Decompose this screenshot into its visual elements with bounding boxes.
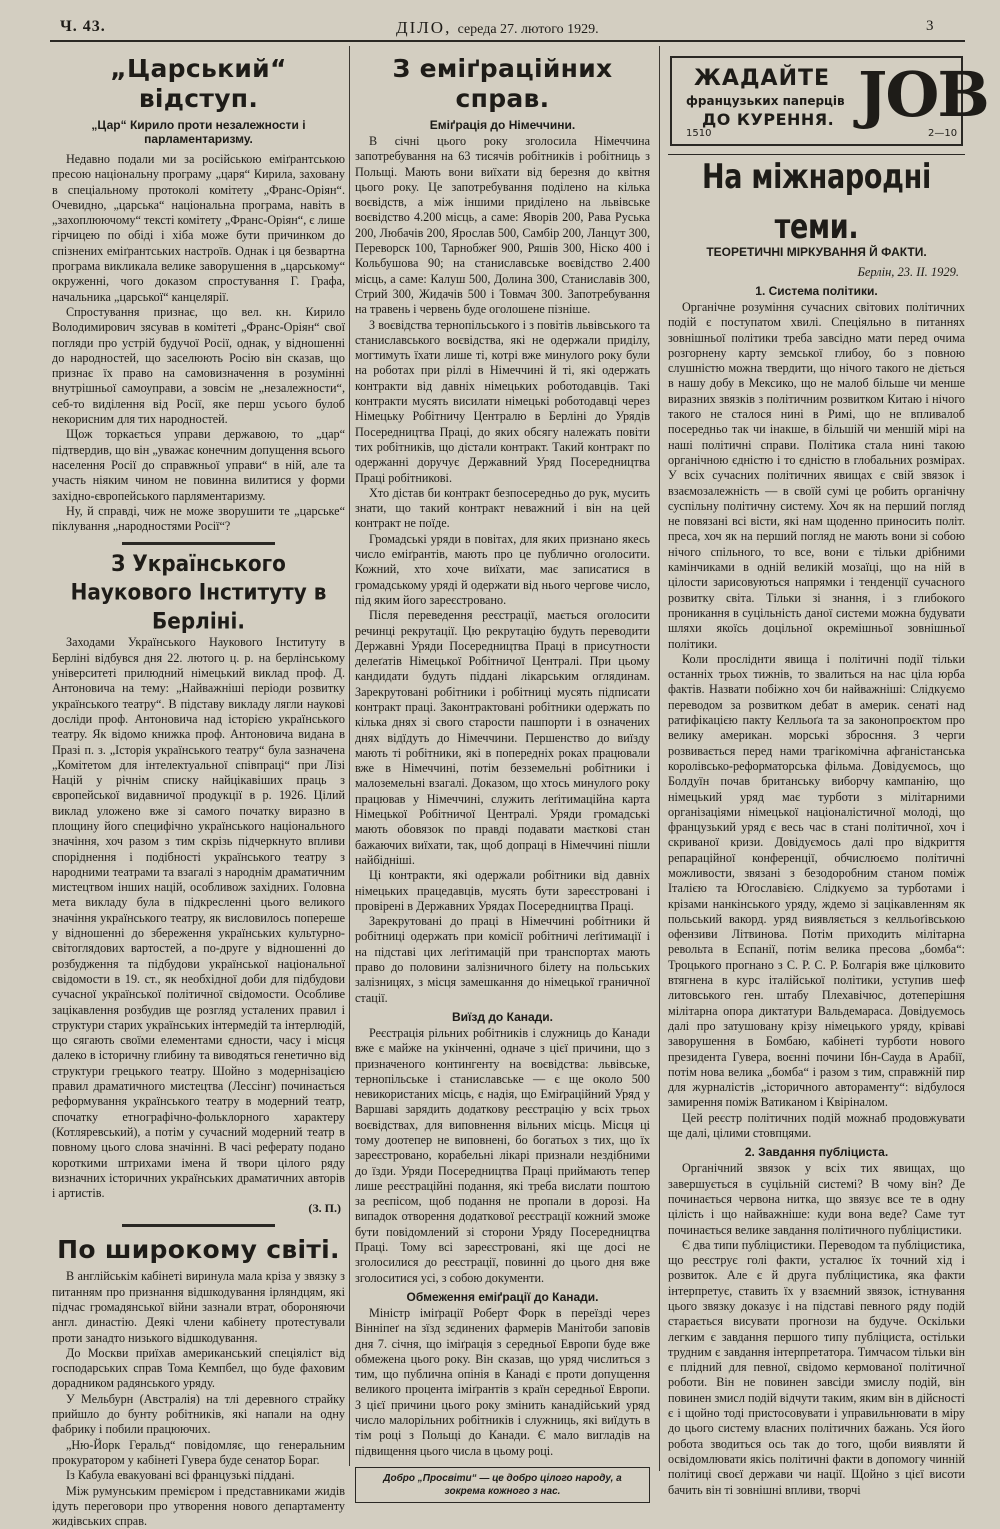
paragraph: В січні цього року зголосила Німеччина запотребування на 63 тисячів робітників і робітниць з Польщі. Мають вони виїхати від березня до квітня цього року. Це запотребування поділено на кілька воєвідств, а між іншими приділено на львівське воєвідство 4.200 місць, а саме: Яворів 200, Рава Руська 200, Любачів 200, Ярослав 500, Самбір 200, Ланцут 300, Переворск 100, Тарнобжеґ 900, Ряшів 300, Ніско 400 і Кольбушова 90; на станиславське воєвідство 2.400 місць, а саме: Калуш 500, Долина 300, Станиславів 300, Стрий 300, Жидачів 500 і Товмач 300. Запотребування на травень і червень буде оголошене пізніше. — [355, 134, 650, 317]
paragraph: Між румунським премієром і представниками жидів ідуть переговори про утворення нового департаменту жидівських справ. — [52, 1483, 345, 1529]
paragraph: В англійськім кабінеті виринула мала кріза у звязку з питанням про признання відшкодування ірляндцям, які підчас громадянської війни зазнали втрат, обороняючи англ. династію. Деякі члени кабінету протестували проти занадто низького відшкодування. — [52, 1269, 345, 1345]
column-2 — [355, 50, 650, 1497]
paragraph: Недавно подали ми за російською еміґрантською пресою національну програму „царя“ Кирила, заховану в спеціальному протоколі комітету „Франс-Оріян“. Очевидно, „царська“ національна програма, навіть в „захоплюючому“ тексті комітету „Франс-Оріян“, є лише гірчицею по обіді і хіба може бути причинком до спізнених еміґрантських настроїв. Однак і ця безвартна програма викликала велике заворушення в „царському“ окруженні, чого доказом спростування Г. Графа, начальника „царської“ канцелярії. — [52, 152, 345, 304]
paragraph: З воєвідства тернопільського і з повітів львівського та станиславського воєвідства, які не одержали приділу, могтимуть їхати лише ті, котрі вже минулого року були на роботах при ріллі в Німеччині й ті, які одержать контракти від давніх німецьких роботодавців. Такі контракти мусять висилати німецькі роботодавці через Німецьку Робітничу Централю в Берліні до Урядів Посередництва Праці, до яких обсягу належать повіти тих робітників, що дістали контракт. Такий контракт по одержанні доручує Державний Уряд Посередництва Праці робітникові. — [355, 317, 650, 485]
newspaper-title-line — [396, 18, 599, 38]
article-title-international-topics: На міжнародні теми. — [702, 158, 931, 247]
article-title-tsarist-retreat: „Царський“ відступ. — [110, 54, 287, 113]
masthead-rule — [50, 40, 965, 42]
column-1 — [52, 50, 345, 1529]
paragraph: Хто дістав би контракт безпосередньо до рук, мусить знати, що такий контракт неважний і він на цей контракт не поїде. — [355, 485, 650, 531]
prosvita-notice: Добро „Просвіти“ — це добро цілого народу, а зокрема кожного з нас. — [355, 1467, 650, 1503]
paragraph: Ну, й справді, чиж не може зворушити те „царське“ піклування „народностями Росії“? — [52, 503, 345, 534]
issue-date: середа 27. лютого 1929. — [457, 22, 599, 37]
paragraph: Ці контракти, які одержали робітники від давніх німецьких працедавців, мусять бути зареєстровані і провірені в Державних Урядах Посередництва Праці. — [355, 868, 650, 913]
paragraph: Спростування признає, що вел. кн. Кирило Володимирович зясував в комітеті „Франс-Оріян“ свої погляди про устрій будучої Росії, однак, у відношенні до народностей, що заселюють Росію він сказав, що признає їх право на самовизначення в розумінні внутрішньої самоуправи, а зовсім не „незалежности“, себ-то виділення від Росії, яке перш усього булоб некорисним для тих народностей. — [52, 304, 345, 427]
article-dateline: Берлін, 23. II. 1929. — [857, 265, 959, 279]
paragraph: „Ню-Йорк Геральд“ повідомляє, що генеральним прокуратором у кабінеті Гувера буде сенатор Бораг. — [52, 1437, 345, 1467]
article-separator — [122, 1224, 275, 1227]
article-subtitle-emigration: Еміґрація до Німеччини. — [429, 118, 576, 132]
column-divider-2 — [659, 46, 660, 1471]
paragraph: Коли просліднти явища і політичні події тільки останніх трьох тижнів, то звалиться на нас ціла юрба фактів. Назвати побіжно хоч би найважніші: Слідкуємо переводом за розвитком дебат в америк. сенаті над ратифікацією пакту Келльоґа та за законопроєктом про велику американ. морські збросння. З черги розвивається перед нами трагікомічна афганістанська королівсько-реформаторська фільма. Довідуємось, що Болдуїн почав британську виборчу кампанію, що німецький уряд має турботи з мілітарними організаціями німецької націоналістичної молоді, що французький уряд є весь час в стані політичної, хоч і скриваної кризи. Довідуємось далі про відкриття репараційної конференції, обчислюємо політичні можливости, звязані з безодоробним станом поміж Італією та Югославією. Слідкуємо за турботами і крізами нанкінського уряду, ждемо зі зацікавленням як польський вакорд. уряд виявляється з келльоґівською офензиви Літвинова. Потім приходить мілітарна револьта в Еспанії, потім велика пресова „бомба“: Троцького прогнано з С. Р. С. Р. Болгарія вже цілковито втягнена в курс італійської політики, уступив шеф литовського ген. штабу Плехавічюс, дотеперішня мілітарна опора диктатури Вальдемараса. Довідуємось далі про затушовану крізу німецького уряду, кріваві заворушення в Бомбаю, кабінеті турботи нового президента Гувера, воєнні почини Ібн-Сауда в Арабії, потім нова велика „бомба“ і разом з тим, справжній пир для журналістів „історичного автораменту“: відбулося замирення поміж Ватиканом і Квіріналом. — [668, 651, 965, 1110]
section-title-publicist-task: 2. Завдання публіциста. — [744, 1145, 889, 1160]
issue-number: Ч. 43. — [60, 18, 106, 35]
ad-headline: ЖАДАЙТЕ — [694, 66, 831, 91]
article-subtitle-international-topics: ТЕОРЕТИЧНІ МІРКУВАННЯ Й ФАКТИ. — [706, 245, 927, 259]
column-divider-1 — [349, 46, 350, 1466]
article-separator — [122, 542, 275, 545]
paragraph: У Мельбурн (Австралія) на тлі деревного страйку прийшло до бунту робітників, які напали на одну фабрику і побили працюючих. — [52, 1391, 345, 1437]
ad-line-3: ДО КУРЕННЯ. — [702, 110, 835, 129]
column-3 — [668, 50, 988, 1497]
section-title-canada-departure: Виїзд до Канади. — [451, 1009, 553, 1024]
job-logo: JOB — [858, 58, 988, 131]
paragraph: Зарекрутовані до праці в Німеччині робітники й робітниці одержать при комісії робітничі леґітимації і на підставі цих леґітимацій при транспортах мають право до половини залізничного білету на польських залізницях, з місця замешкання до німецької граничної стації. — [355, 914, 650, 1005]
section-title-policy-system: 1. Система політики. — [755, 284, 878, 298]
ad-line-2: французьких паперців — [686, 94, 845, 108]
paragraph: Громадські уряди в повітах, для яких признано якесь число еміґрантів, мають про це публично оголосити. Кожний, хто хоче виїхати, має записатися в громадському уряді й одержати від нього чергове число, під яким його зареєстровано. — [355, 531, 650, 607]
ad-code-right: 2—10 — [928, 128, 958, 139]
article-title-scientific-institute: З Українського Наукового Інституту в Берліні. — [70, 550, 327, 635]
paragraph: Після переведення реєстрації, мається оголосити речинці рекрутації. Цю рекрутацію будуть переводити Державні Уряди Посередництва Праці в присутности делеґатів Німецької Робітничої Централі. При цьому кандидати будуть піддані лікарським оглядинам. Зарекрутовані робітники і робітниці мусять підписати контракт праці. Законтрактовані робітники одержать по кілька днях зі свого старости пашпорти і в означених днях відїдуть до Німеччини. Першенство до виїзду мають ті робітники, які в попередніх роках працювали вже в Німеччині, потім безземельні робітники і малоземельні взагалі. Доказом, що хтось минулого року працював у Німеччині, служить леґітимаційна карта Німецької Робітничої Централі. Уряди громадські мають обовязок по правді подавати маєткові стан бажаючих виїхати, так, щоб допраці в Німеччині пішли найбідніші. — [355, 608, 650, 867]
paragraph: Цей реєстр політичних подій можнаб продовжувати ще далі, цілими стовпцями. — [668, 1110, 965, 1141]
paragraph: Щож торкається управи державою, то „цар“ підтвердив, що він „уважає конечним допущення всього населення Росії до справжньої управи“ в ній, але та участь ніяким чином не повинна вилитися у форми західно-європейського парляментаризму. — [52, 427, 345, 503]
paragraph: Є два типи публіцистики. Переводом та публіцистика, що реєструє голі факти, усталює їх точний хід і розвиток. Але є й друга публіцистика, яка факти інтерпретує, ставить їх у взаємний звязок, істнування цього звязку доказує і на підставі певного ряду подій старається висувати прогнози на будуче. Оскільки легким є завдання першого типу публіциста, остільки трудним є завдання інтерпретатора. Тимчасом тільки він є плідний для певної, свідомо кермованої політичної роботи. Він не повинен завсіди змислу подій, він повинен змисл подій відчути таким, яким він в дійсності є і щойно тоді пристосовувати і управильнювати в міру до цього систему власних політичних бажань. Уся його робота зводиться ось так до того, щоби виявляти й освідомлювати якісь політичні факти в допомогу чинній політиці своєї держави чи нації. Щойно з цієї висоти бачить він ті зовнішні впливи, творчі — [668, 1237, 965, 1497]
paragraph: Із Кабула евакуовані всі французькі піддані. — [66, 1468, 295, 1483]
paragraph: Міністр іміґрації Роберт Форк в переїзді через Вінніпеґ на зїзд зєдинених фармерів Манітоби заповів дня 7. січня, що іміґрація з середньої Европи буде вже обмежена цього року. Він сказав, що уряд числиться з тим, що публична опінія в Канаді є проти допущення великого процента іміґрантів з країн середньої Европи. З цієї причини цього року змінить канадійський уряд число малорільних робітників і служниць, які виїдуть в тім році з Польщі до Канади. Є мало вигладів на підвищення цього числа в цьому році. — [355, 1305, 650, 1458]
section-title-canada-restriction: Обмеження еміґрації до Канади. — [406, 1289, 599, 1304]
article-subtitle-tsarist-retreat: „Цар“ Кирило проти незалежности і парламентаризму. — [91, 118, 306, 146]
article-title-wide-world: По широкому світі. — [57, 1235, 340, 1265]
article-signature: (З. П.) — [308, 1201, 341, 1216]
masthead — [0, 18, 1000, 42]
newspaper-title: ДІЛО, — [396, 18, 452, 37]
paragraph: Заходами Українського Наукового Інституту в Берліні відбувся дня 22. лютого ц. р. на берлінському університеті прилюдний німецький виклад проф. Д. Антоновича на тему: „Найважніші періоди розвитку українського театру“. В підставу викладу лягли наукові досліди проф. Антоновича над історією українського театру. Як відомо книжка проф. Антоновича видана в Празі п. з. „Історія українського театру“ була зазначена „Комітетом для інтелектуальної співпраці“ при Лізі Націй у річнім списку найцікавіших праць з європейської видавничої продукції в р. 1926. Цілий виклад уложено вже зі самого початку виразно в площину його специфічно українського національного значіння, хоч разом з тим скрізь підчеркнуто впливи споріднення і подібності українського театру з народними театрами та взагалі з народнім драматичним мистецтвом інших націй, особливож західних. Головна мета викладу була в підкресленні цього великого значіння українського театру, як висловилось попереше у відношенні до збереження українських культурно-світоглядових вартостей, а по-друге у відношенні до розбудження та підбудови української національної свідомости в 19. ст., як необхідної доби для підбудови сучасної української політичної свідомости. Особливе зацікавлення розбудив ще розгляд усталених правил і структури старих українських інтермедій та інтерлюдій, що сягають своїми елементами єдности, часу і місця далеко в історичну глибину та виводяться генетично від структури грецького театру. Шойно з модернізацією правил драматичного мистецтва (Лессінг) починається реформування українського театру в модерний театр, спочатку етнографічно-фольклорного характеру (Котляревський), а потім у сучасний модерний театр в повному цього слова значінні. В часі реферату подано короткими штрихами імена й твори цілого ряду визначних історичних українських драматичних авторів і артистів. — [52, 635, 345, 1201]
article-title-emigration: З еміґраційних справ. — [392, 54, 613, 113]
ad-code-left: 1510 — [686, 128, 712, 139]
paragraph: Органічне розуміння сучасних світових політичних подій є поступатом хвилі. Спеціяльно в питаннях зовнішньої політики треба завсідно мати перед очима розгорнену карту земської глибоу, бо з повною слушністю можна твердити, що нічого такого не діється в нашу добу в Мексико, що не малоб більше чи менше виразних звязків з політичним розвитком Китаю і нічого такого не сталося нині в Римі, що не впливалоб посередньо так чи інакше, в більшій чи меншій мірі на наші політичні справи. Політика стала нині такою органічною єдністю і то єдністю в глобальних розмірах. У всіх сучасних політичних явищах є свій звязок і взаємозалежність — в своїй сумі це робить органічну суспільну політичну систему. Хоч як на перший погляд не повязані всі вісти, які нам щоденно приносить політ. преса, хоч як на перший погляд не мають вони зі собою нічого спільного, то все, вони є тільки дрібними камінчиками в одній великій мозаїці, що на ній в цілости зарисовуються напрямки і тенденції сучасного розвитку світа. Тільки зі знання, і з глибокого проникання в суцільність даної системи можна будувати шляхи якоїсь доцільної окремішньої зовнішньої політики. — [668, 300, 965, 651]
paragraph: До Москви приїхав американський спеціяліст від господарських справ Тома Кемпбел, що буде фаховим дорадником радянського уряду. — [52, 1345, 345, 1391]
paragraph: Органічний звязок у всіх тих явищах, що завершується в суцільній системі? В чому він? Де починається червона нитка, що звязує все те в одну цілість і що найважніше: куди вона веде? Саме тут починається велике завдання політичного публіцистики. — [668, 1161, 965, 1237]
job-paper-advertisement — [670, 56, 988, 146]
page-number: 3 — [926, 18, 934, 34]
paragraph: Реєстрація рільних робітників і служниць до Канади вже є майже на укінченні, одначе з цієї причини, що з призначеного контингенту на воєвідства: львівське, тернопільське і станиславське — є ще около 500 невикористаних місць, є надія, що Еміґраційний Уряд у Варшаві зарядить додаткову реєстрацію у всіх трьох воєвідствах, для виповнення вільних місць. Місця ці тому доотепер не виповнені, бо богатьох з тих, що їх зареєстровано, корабельні лікарі признали нездібними до їзди. Уряди Посередництва Праці приймають тепер лише реєстраційні подання, які треба вислати поштою за реєпісом, щоб подання не пропали в дорозі. На випадок отворення додаткової реєстрації кожний зможе бути повідомлений зі сторони Уряду Посередництва Праці. Тому всі зареєстровані, які ще досі не зголосилися до реєстрації, повинні до цього дня вже зголоситися усі, з собою документи. — [355, 1025, 650, 1285]
